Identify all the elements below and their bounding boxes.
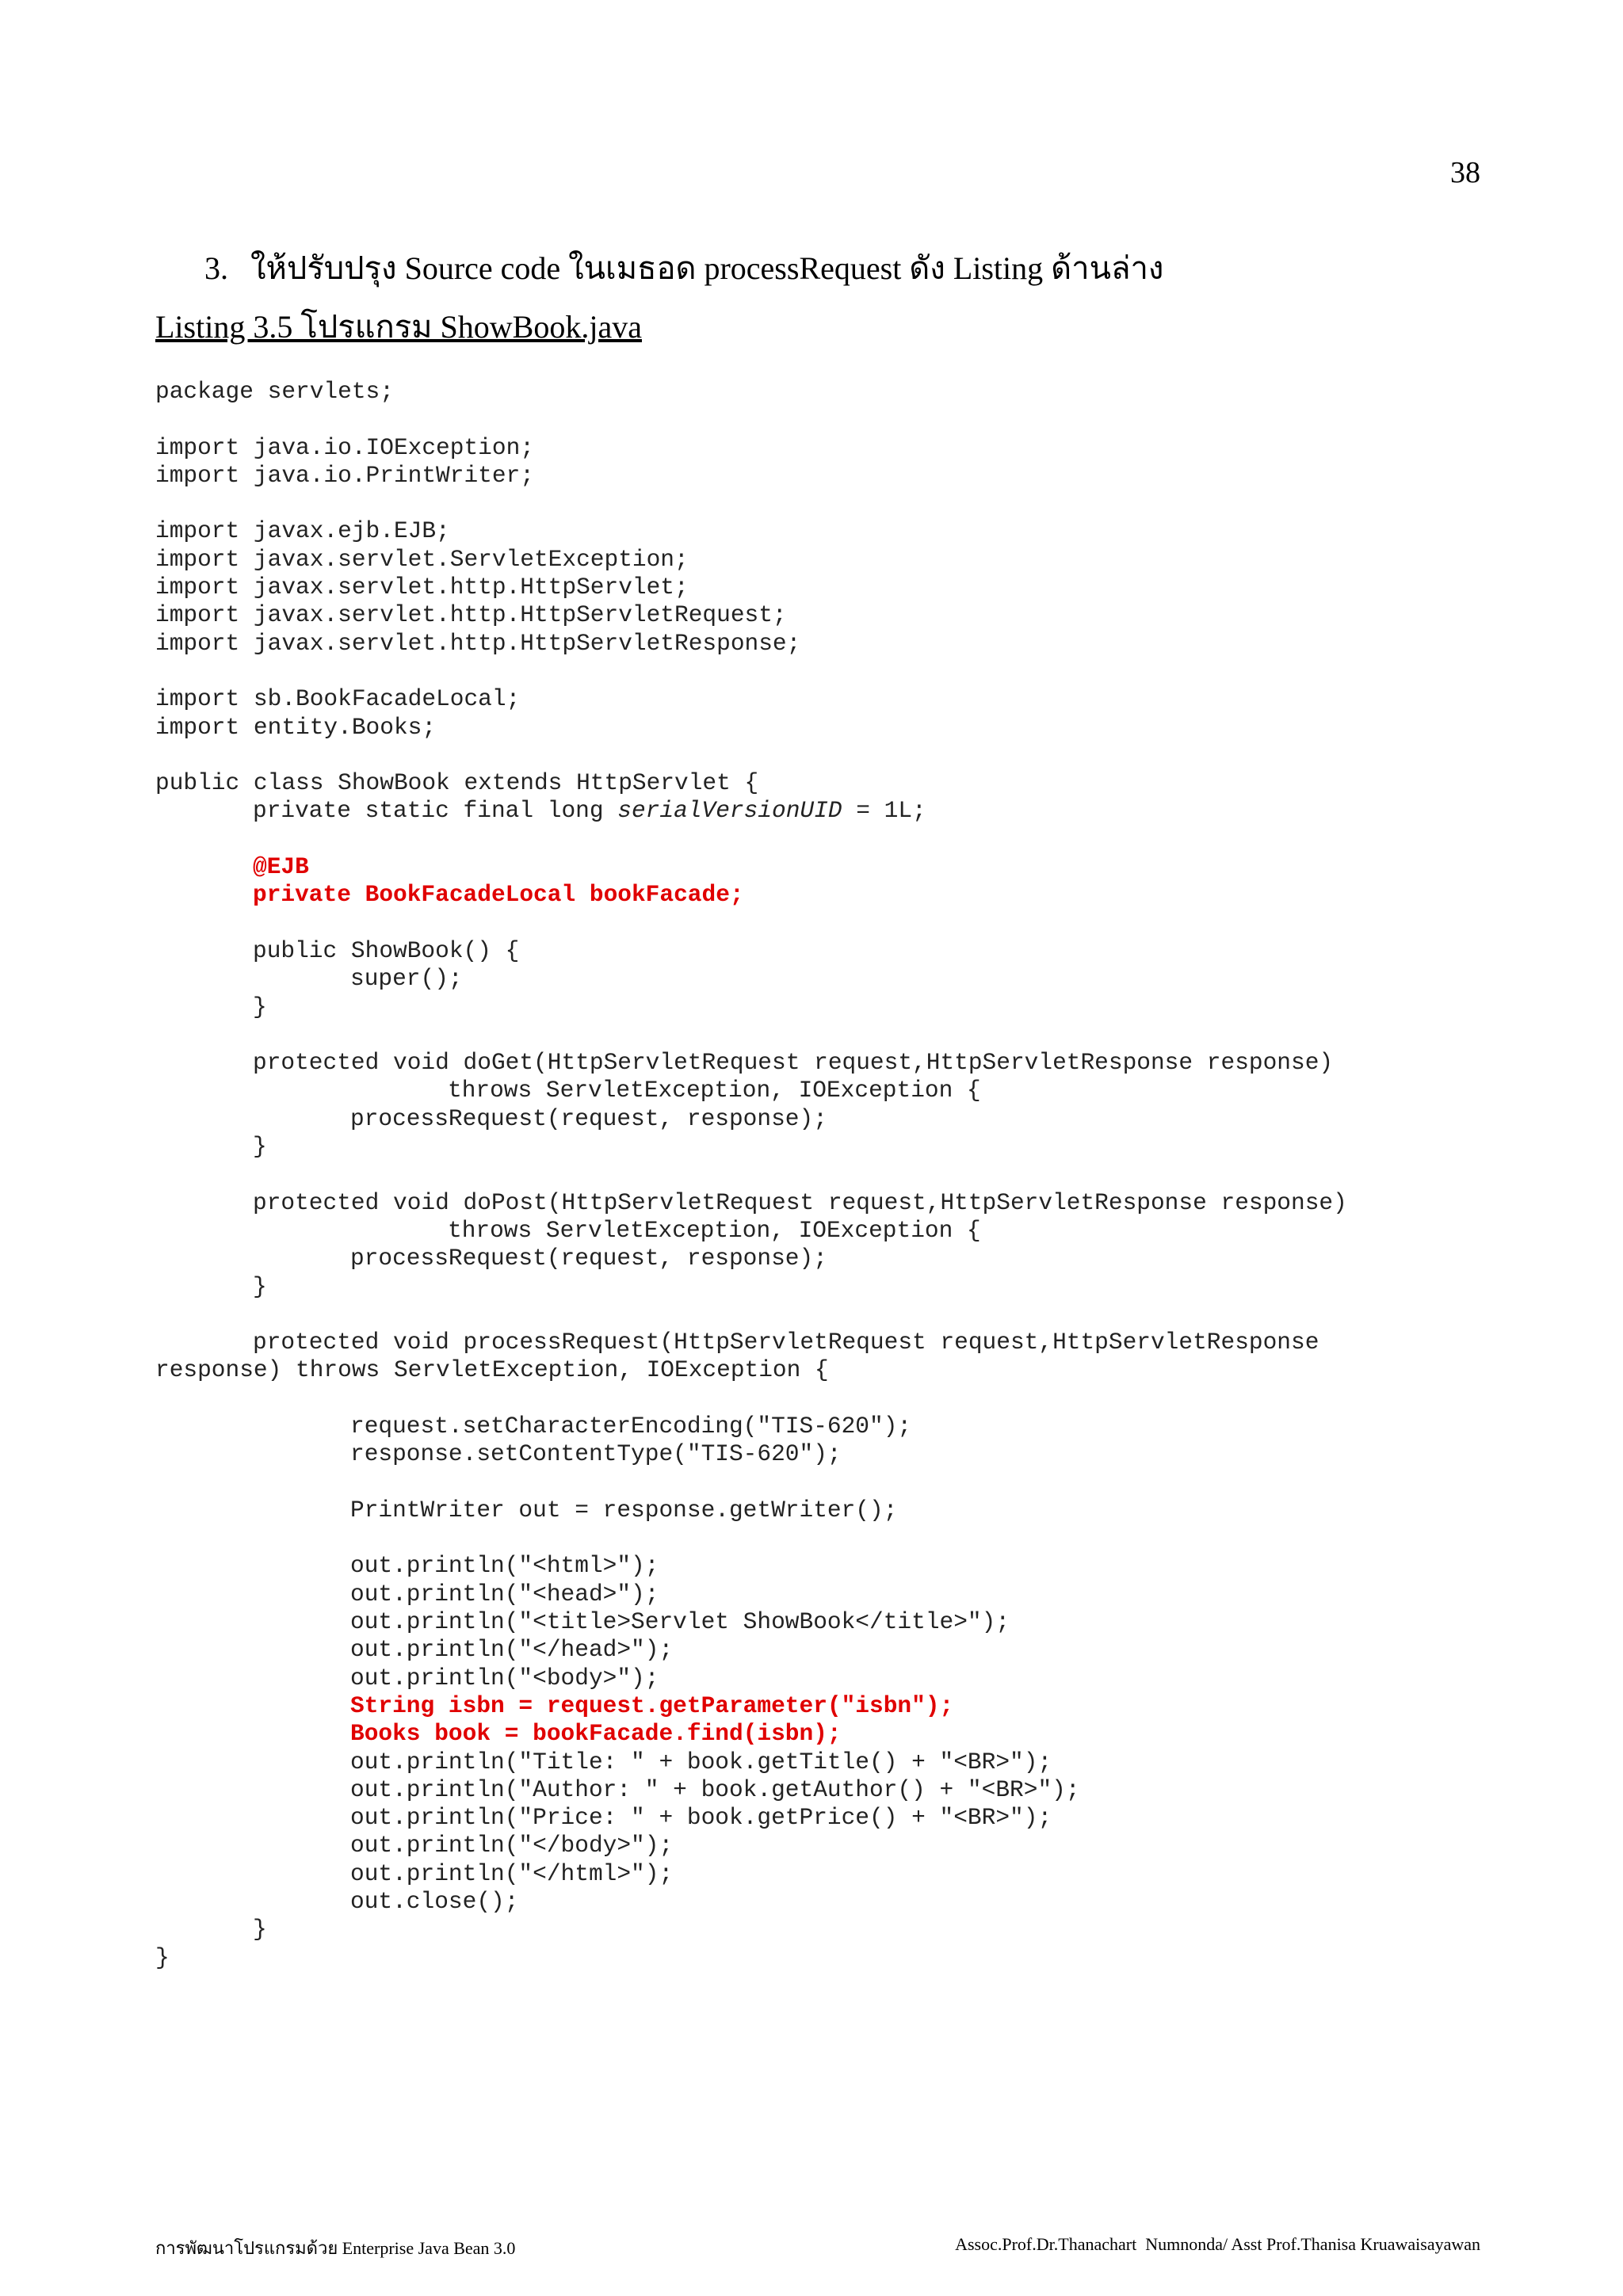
- code-line: [155, 742, 1347, 769]
- code-line: import javax.servlet.ServletException;: [155, 545, 689, 573]
- code-line: }: [253, 993, 267, 1020]
- code-line: @EJB: [253, 853, 309, 881]
- code-line: protected void doPost(HttpServletRequest request,HttpServletResponse response): [253, 1188, 1347, 1216]
- code-line: response.setContentType("TIS-620");: [350, 1440, 842, 1468]
- code-line: import javax.servlet.http.HttpServlet;: [155, 574, 689, 601]
- footer-right: Assoc.Prof.Dr.Thanachart Numnonda/ Asst Prof.Thanisa Kruawaisayawan: [955, 2234, 1480, 2254]
- code-line: out.println("Author: " + book.getAuthor() + "<BR>");: [350, 1775, 1080, 1803]
- code-line: PrintWriter out = response.getWriter();: [350, 1496, 898, 1524]
- code-line: public class ShowBook extends HttpServlet {: [155, 769, 759, 797]
- code-line: protected void processRequest(HttpServletRequest request,HttpServletResponse: [253, 1329, 1319, 1356]
- code-line: String isbn = request.getParameter("isbn");: [350, 1691, 954, 1719]
- code-line: [155, 1161, 1347, 1188]
- code-line: out.println("<body>");: [350, 1664, 659, 1691]
- code-line: out.println("</body>");: [350, 1832, 674, 1859]
- code-line: package servlets;: [155, 378, 394, 405]
- code-line: private BookFacadeLocal bookFacade;: [253, 881, 744, 909]
- footer-left: การพัฒนาโปรแกรมด้วย Enterprise Java Bean 3.0: [155, 2238, 516, 2258]
- code-italic-text: serialVersionUID: [617, 797, 842, 825]
- code-line: [155, 826, 1347, 853]
- instruction-number: 3.: [204, 250, 228, 286]
- code-line: import javax.servlet.http.HttpServletResponse;: [155, 629, 801, 657]
- code-line: import entity.Books;: [155, 713, 437, 741]
- code-line: response) throws ServletException, IOException {: [155, 1356, 829, 1384]
- code-line: public ShowBook() {: [253, 936, 520, 964]
- code-line: [155, 910, 1347, 937]
- code-text: = 1L;: [842, 797, 926, 825]
- code-line: }: [155, 1943, 170, 1971]
- code-line: out.println("</head>");: [350, 1636, 674, 1664]
- code-line: import javax.servlet.http.HttpServletRequest;: [155, 601, 787, 629]
- code-line: [155, 1301, 1347, 1329]
- code-line: request.setCharacterEncoding("TIS-620");: [350, 1412, 912, 1440]
- code-line: processRequest(request, response);: [350, 1104, 827, 1132]
- code-line: out.close();: [350, 1888, 519, 1916]
- code-line: [155, 1524, 1347, 1552]
- instruction: [204, 242, 1163, 293]
- code-line: }: [253, 1133, 267, 1161]
- page-number: 38: [1450, 156, 1480, 189]
- code-line: Books book = bookFacade.find(isbn);: [350, 1720, 842, 1748]
- code-text: private static final long: [253, 797, 618, 825]
- code-line: throws ServletException, IOException {: [448, 1216, 981, 1244]
- code-line: }: [253, 1272, 267, 1300]
- code-line: [155, 797, 1347, 825]
- code-listing: [155, 378, 1347, 1972]
- code-line: out.println("<html>");: [350, 1552, 659, 1580]
- code-line: throws ServletException, IOException {: [448, 1077, 981, 1104]
- instruction-text: ให้ปรับปรุง Source code ในเมธอด processRequest ดัง Listing ด้านล่าง: [250, 250, 1164, 286]
- code-line: [155, 490, 1347, 517]
- code-line: import javax.ejb.EJB;: [155, 517, 450, 545]
- listing-title: Listing 3.5 โปรแกรม ShowBook.java: [155, 309, 642, 345]
- code-line: [155, 1385, 1347, 1413]
- code-line: out.println("<head>");: [350, 1580, 659, 1608]
- code-line: out.println("Price: " + book.getPrice() + "<BR>");: [350, 1804, 1052, 1832]
- code-line: out.println("</html>");: [350, 1859, 674, 1887]
- code-line: import java.io.PrintWriter;: [155, 461, 534, 489]
- code-line: [155, 1469, 1347, 1497]
- code-line: [155, 658, 1347, 685]
- code-line: }: [253, 1916, 267, 1943]
- code-line: out.println("Title: " + book.getTitle() + "<BR>");: [350, 1748, 1052, 1775]
- code-line: protected void doGet(HttpServletRequest request,HttpServletResponse response): [253, 1049, 1334, 1077]
- code-line: out.println("<title>Servlet ShowBook</title>");: [350, 1608, 1010, 1636]
- code-line: import java.io.IOException;: [155, 433, 534, 461]
- code-line: [155, 406, 1347, 433]
- code-line: [155, 1021, 1347, 1049]
- code-line: processRequest(request, response);: [350, 1245, 827, 1272]
- code-line: import sb.BookFacadeLocal;: [155, 685, 521, 713]
- code-line: super();: [350, 965, 463, 993]
